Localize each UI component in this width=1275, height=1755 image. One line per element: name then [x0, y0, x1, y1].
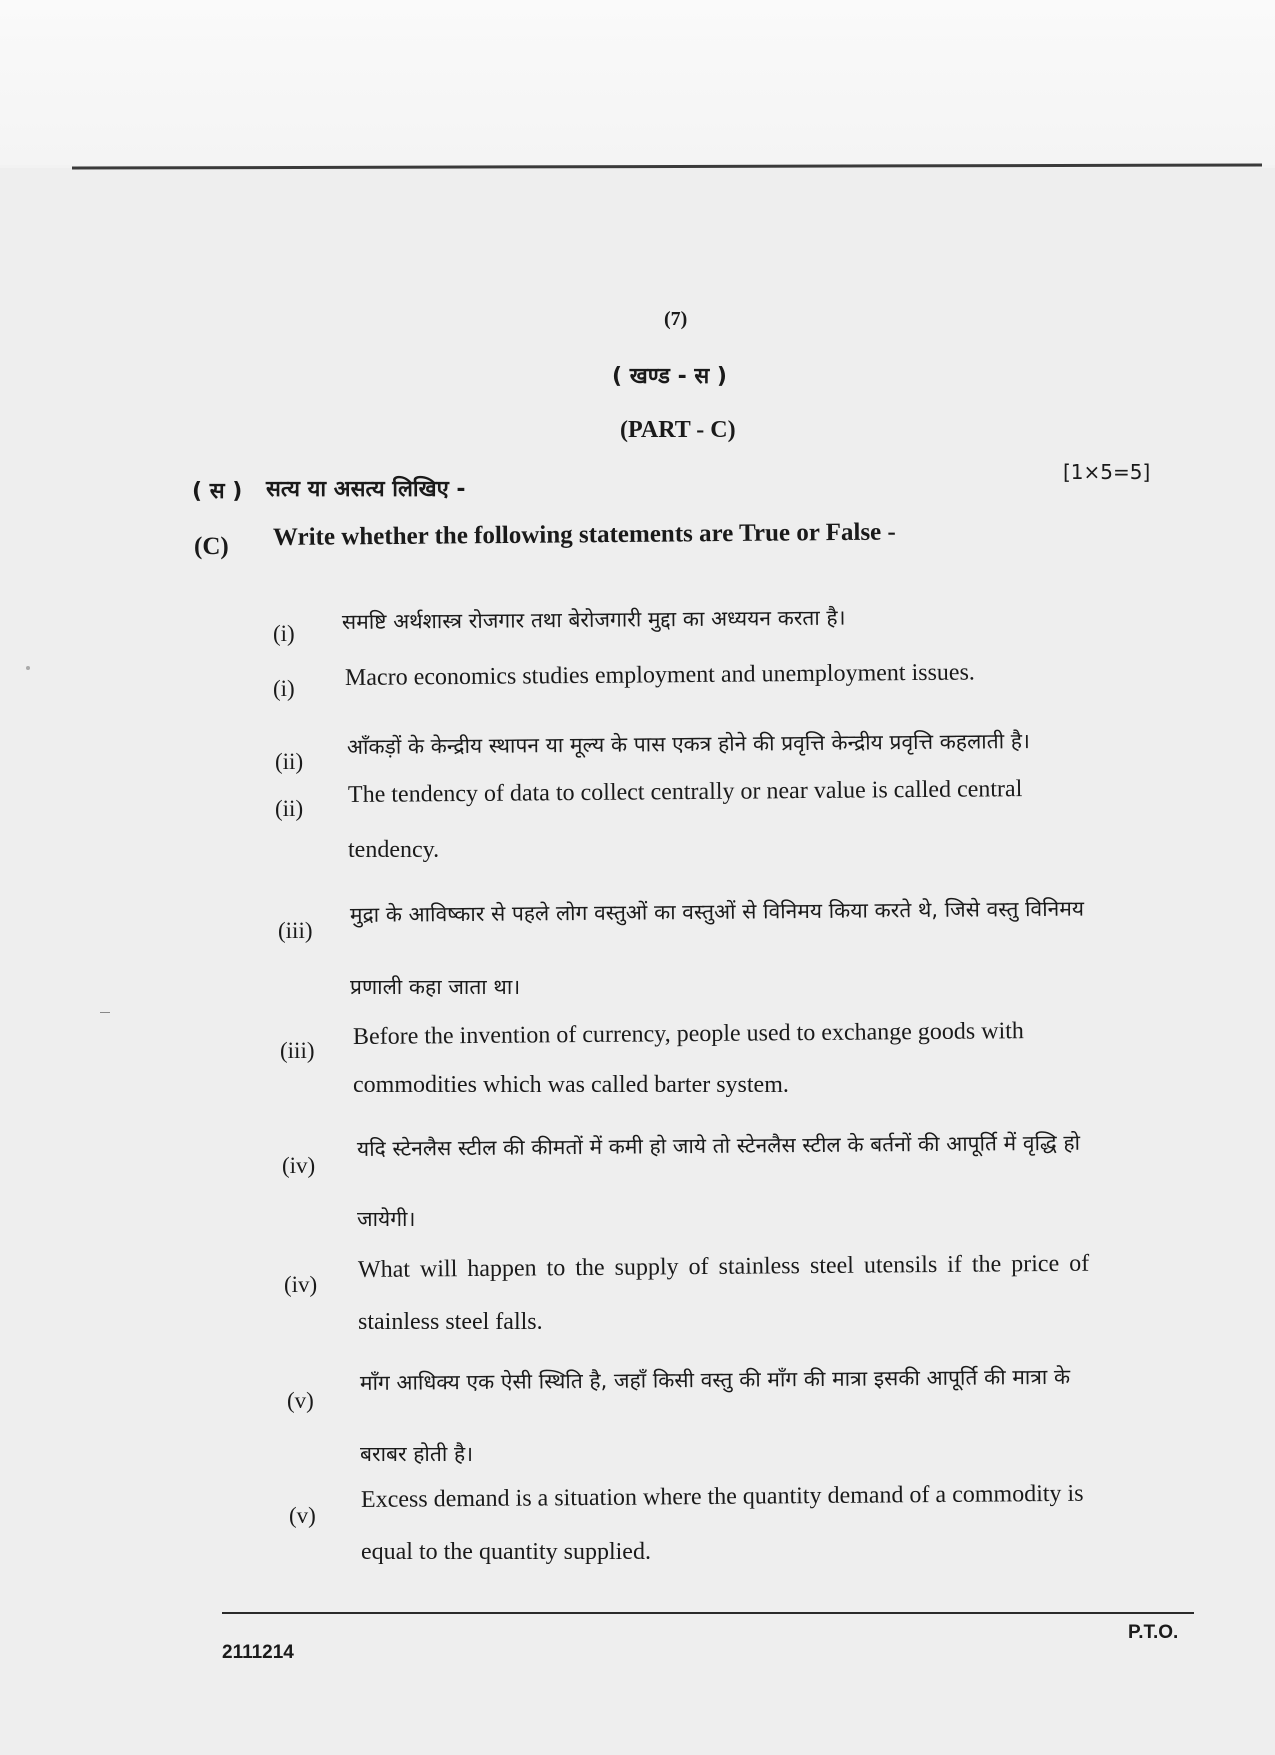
margin-mark [100, 1012, 110, 1013]
statement-hindi: समष्टि अर्थशास्त्र रोजगार तथा बेरोजगारी मुद्दा का अध्ययन करता है। [341, 605, 846, 634]
scan-background-top [0, 0, 1275, 165]
item-number: (iv) [284, 1272, 318, 1297]
section-title-hindi: ( खण्ड - स ) [612, 364, 727, 389]
exam-page [0, 168, 1275, 1755]
marks-allocation: [1×5=5] [1063, 460, 1151, 484]
page-number: (7) [664, 308, 688, 330]
item-number: (ii) [275, 796, 304, 821]
statement-english-continued: commodities which was called barter system. [353, 1072, 789, 1098]
item-number: (iii) [280, 1038, 315, 1063]
item-number: (i) [273, 676, 295, 701]
statement-english: The tendency of data to collect centrally or near value is called central [347, 776, 1023, 808]
item-number: (ii) [275, 749, 304, 774]
statement-hindi: माँग आधिक्य एक ऐसी स्थिति है, जहाँ किसी वस्तु की माँग की मात्रा इसकी आपूर्ति की मात्रा के [359, 1364, 1071, 1395]
item-number: (i) [273, 621, 295, 646]
item-number: (v) [287, 1388, 314, 1413]
item-number: (v) [289, 1503, 316, 1528]
statement-english: Macro economics studies employment and unemployment issues. [344, 659, 975, 691]
statement-english-continued: equal to the quantity supplied. [361, 1539, 651, 1565]
statement-hindi-continued: जायेगी। [357, 1207, 416, 1231]
statement-english-continued: stainless steel falls. [358, 1309, 543, 1335]
item-number: (iv) [282, 1153, 316, 1178]
bottom-rule [222, 1612, 1194, 1614]
instruction-hindi: सत्य या असत्य लिखिए - [266, 477, 466, 502]
statement-english: Excess demand is a situation where the quantity demand of a commodity is [360, 1480, 1084, 1513]
statement-hindi-continued: प्रणाली कहा जाता था। [350, 975, 521, 999]
item-number: (iii) [278, 918, 313, 943]
section-title-english: (PART - C) [620, 417, 736, 443]
instruction-label-hindi: ( स ) [192, 479, 243, 504]
margin-dot [26, 666, 30, 670]
please-turn-over: P.T.O. [1128, 1622, 1179, 1643]
instruction-english: Write whether the following statements are True or False - [272, 518, 896, 551]
paper-code: 2111214 [222, 1642, 294, 1663]
statement-english-continued: tendency. [348, 837, 440, 863]
statement-hindi: यदि स्टेनलैस स्टील की कीमतों में कमी हो जाये तो स्टेनलैस स्टील के बर्तनों की आपूर्ति में वृद्धि हो [356, 1130, 1081, 1161]
statement-hindi-continued: बराबर होती है। [360, 1442, 474, 1466]
statement-english: Before the invention of currency, people used to exchange goods with [352, 1018, 1024, 1050]
statement-hindi: मुद्रा के आविष्कार से पहले लोग वस्तुओं का वस्तुओं से विनिमय किया करते थे, जिसे वस्तु विनिमय [349, 896, 1085, 927]
instruction-label-english: (C) [194, 533, 229, 560]
statement-hindi: आँकड़ों के केन्द्रीय स्थापन या मूल्य के पास एकत्र होने की प्रवृत्ति केन्द्रीय प्रवृत्ति कहलाती है। [346, 729, 1030, 759]
statement-english: What will happen to the supply of stainless steel utensils if the price of [357, 1250, 1090, 1283]
